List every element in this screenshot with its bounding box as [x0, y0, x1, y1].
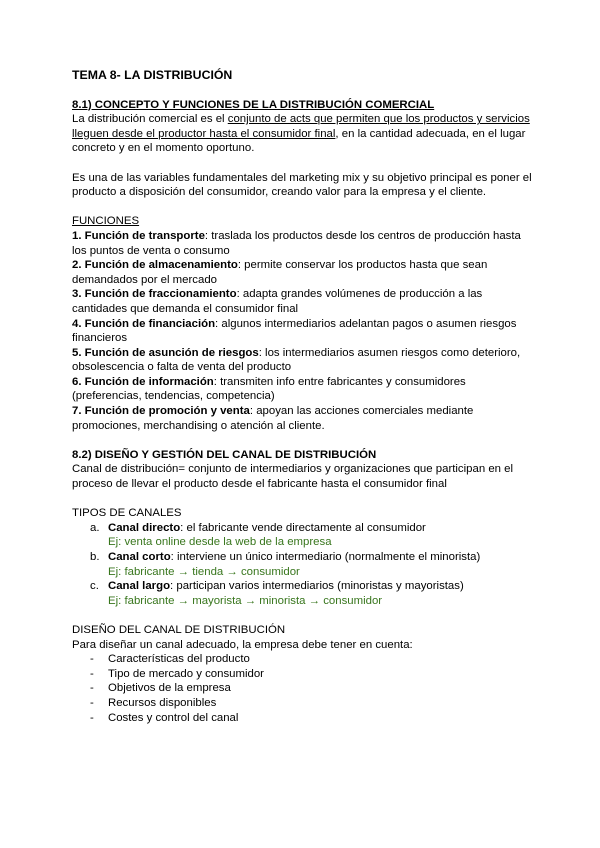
design-factors-list: [72, 652, 532, 725]
channel-label: Canal largo: [108, 580, 171, 593]
function-item: [72, 258, 532, 287]
design-factor: Costes y control del canal: [108, 711, 239, 724]
list-marker: b.: [90, 551, 100, 563]
design-heading: DISEÑO DEL CANAL DE DISTRIBUCIÓN: [72, 623, 286, 636]
functions-heading: FUNCIONES: [72, 215, 140, 228]
list-item: - Características del producto: [90, 653, 250, 666]
channel-example: Ej: fabricante → tienda → consumidor: [108, 565, 300, 578]
function-label: 4. Función de financiación: [72, 317, 216, 330]
function-label: 2. Función de almacenamiento: [72, 259, 238, 272]
function-item: [72, 229, 532, 258]
channel-definition: Canal de distribución= conjunto de intermediarios y organizaciones que participan en el proceso de llevar el producto desde el fabricante hasta el consumidor final: [72, 463, 514, 491]
function-text: : adapta grandes volúmenes de producción a las cantidades que demanda el consumidor final: [72, 288, 483, 315]
distribution-definition: [72, 112, 532, 156]
channel-example: Ej: fabricante → mayorista → minorista → consumidor: [108, 594, 383, 607]
function-item: [72, 404, 532, 433]
channel-item: [90, 521, 532, 550]
function-item: [72, 375, 532, 404]
function-text: : transmiten info entre fabricantes y consumidores (preferencias, tendencias, competencia): [72, 375, 466, 403]
section-1-heading-text: 8.1) CONCEPTO Y FUNCIONES DE LA DISTRIBUCIÓN COMERCIAL: [72, 98, 435, 111]
marketing-mix-paragraph: Es una de las variables fundamentales del marketing mix y su objetivo principal es poner el producto a disposición del consumidor, creando valor para la empresa y el cliente.: [72, 171, 532, 199]
function-label: 5. Función de asunción de riesgos: [72, 346, 259, 359]
function-item: [72, 287, 532, 316]
function-item: [72, 346, 532, 375]
function-text: : traslada los productos desde los centros de producción hasta los puntos de venta o consumo: [72, 229, 521, 257]
channel-label: Canal directo: [108, 521, 181, 534]
design-factor: Recursos disponibles: [108, 696, 217, 709]
function-label: 1. Función de transporte: [72, 229, 205, 242]
channel-item: [90, 550, 532, 579]
design-factor: Tipo de mercado y consumidor: [108, 667, 264, 680]
channel-item: [90, 579, 532, 608]
function-text: : los intermediarios asumen riesgos como deterioro, obsolescencia o falta de venta del producto: [72, 346, 521, 374]
design-intro: Para diseñar un canal adecuado, la empresa debe tener en cuenta:: [72, 638, 413, 651]
function-item: [72, 317, 532, 346]
function-label: 6. Función de información: [72, 375, 214, 388]
channel-example: Ej: venta online desde la web de la empresa: [108, 536, 332, 549]
function-text: : permite conservar los productos hasta que sean demandados por el mercado: [72, 259, 488, 286]
function-text: : apoyan las acciones comerciales mediante promociones, merchandising o atención al cliente.: [72, 405, 474, 432]
list-item: - Costes y control del canal: [90, 711, 239, 724]
list-marker: c.: [90, 580, 99, 593]
list-marker: a.: [90, 521, 100, 534]
list-item: - Tipo de mercado y consumidor: [90, 667, 264, 680]
document-page: [72, 68, 532, 725]
channel-types-heading: TIPOS DE CANALES: [72, 507, 182, 520]
definition-underlined: conjunto de acts que permiten que los productos y servicios lleguen desde el productor hasta el consumidor final: [72, 113, 530, 140]
function-label: 7. Función de promoción y venta: [72, 405, 250, 418]
definition-suffix: , en la cantidad adecuada, en el lugar concreto y en el momento oportuno.: [72, 127, 526, 155]
function-text: : algunos intermediarios adelantan pagos o asumen riesgos financieros: [72, 317, 517, 345]
document-title: TEMA 8- LA DISTRIBUCIÓN: [72, 68, 233, 82]
list-item: - Objetivos de la empresa: [90, 682, 231, 695]
channel-label: Canal corto: [108, 551, 171, 563]
functions-list: [72, 229, 532, 433]
list-item: - Recursos disponibles: [90, 696, 217, 709]
definition-prefix: La distribución comercial es el: [72, 113, 228, 126]
channel-text: : el fabricante vende directamente al consumidor: [180, 521, 426, 534]
design-factor: Características del producto: [108, 653, 250, 666]
design-factor: Objetivos de la empresa: [108, 682, 231, 695]
section-2-heading: 8.2) DISEÑO Y GESTIÓN DEL CANAL DE DISTRIBUCIÓN: [72, 448, 377, 461]
channel-types-list: [72, 521, 532, 609]
function-label: 3. Función de fraccionamiento: [72, 288, 237, 301]
channel-text: : interviene un único intermediario (normalmente el minorista): [170, 551, 481, 563]
channel-text: : participan varios intermediarios (minoristas y mayoristas): [170, 580, 464, 593]
section-1-heading: [72, 98, 532, 113]
